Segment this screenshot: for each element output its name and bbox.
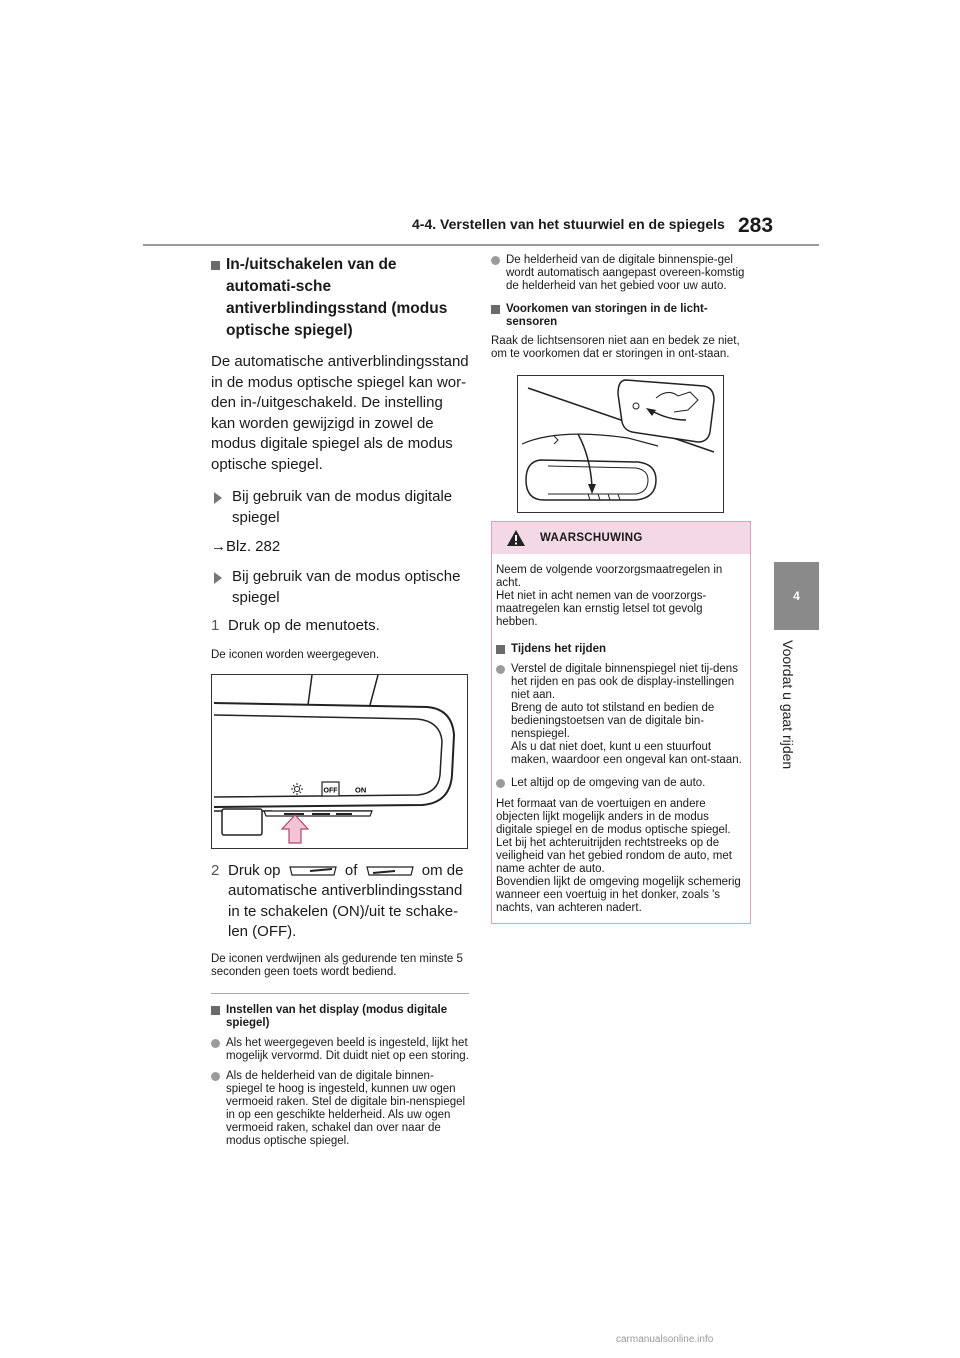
right-column	[491, 254, 753, 924]
list-item-text: Als het weergegeven beeld is ingesteld, lijkt het mogelijk vervormd. Dit duidt niet op een storing.	[226, 1036, 469, 1062]
page-reference: →Blz. 282	[211, 538, 281, 555]
triangle-bullet-icon	[214, 492, 222, 504]
step-1	[211, 616, 469, 637]
pink-arrow-icon	[282, 815, 308, 843]
warning-list-item	[496, 777, 744, 790]
step-2-text-a: Druk op	[228, 861, 281, 879]
step-number: 2	[211, 861, 220, 879]
left-button-icon	[288, 865, 338, 877]
section-heading	[211, 254, 469, 342]
sensor-heading	[491, 303, 753, 329]
list-item-text: De helderheid van de digitale binnenspie-gel wordt automatisch aangepast overeen-komstig de helderheid van het gebied voor uw auto.	[506, 254, 745, 292]
step-number: 1	[211, 617, 220, 634]
on-label: ON	[355, 785, 367, 794]
intro-paragraph: De automatische antiverblindingsstand in de modus optische spiegel kan wor-den in-/uitgeschakeld. De instelling kan worden gewijzigd in zowel de modus digitale spiegel als de modus optische spiegel.	[211, 353, 469, 473]
warning-list-item-text: Verstel de digitale binnenspiegel niet tij-dens het rijden en pas ook de display-instellingen niet aan. Breng de auto tot stilstand en bedien de bedieningstoetsen van de digitale bin-nenspiegel. Als u dat niet doet, kunt u een stuurfout maken, waardoor een ongeval kan ont-staan.	[511, 663, 742, 766]
sun-icon	[291, 783, 303, 795]
step-2	[211, 861, 469, 943]
mode-optical-item	[211, 567, 469, 608]
list-item	[211, 1070, 469, 1148]
step-2-note: De iconen verdwijnen als gedurende ten minste 5 seconden geen toets wordt bediend.	[211, 952, 463, 978]
list-item	[211, 1037, 469, 1063]
page-number: 283	[738, 214, 774, 237]
mode-digital-text: Bij gebruik van de modus digitale spiegel	[232, 488, 453, 526]
circle-bullet-icon	[211, 1039, 220, 1048]
warning-subheading	[496, 643, 744, 656]
square-bullet-icon	[211, 1006, 220, 1015]
list-item	[491, 254, 753, 293]
mirror-illustration	[212, 675, 467, 848]
step-note: De iconen worden weergegeven.	[211, 648, 380, 661]
sensor-paragraph: Raak de lichtsensoren niet aan en bedek ze niet, om te voorkomen dat er storingen in ont-staan.	[491, 335, 740, 360]
sensor-heading-text: Voorkomen van storingen in de licht-sensoren	[506, 303, 708, 328]
list-item-text: Als de helderheid van de digitale binnen-spiegel te hoog is ingesteld, kunnen uw ogen vermoeid raken. Stel de digitale bin-nenspiegel in op een geschikte helderheid. Als uw ogen vermoeid raken, schakel dan over naar de modus optische spiegel.	[226, 1069, 466, 1147]
sub-heading-text: Instellen van het display (modus digitale spiegel)	[226, 1003, 448, 1029]
warning-header	[492, 522, 750, 554]
circle-bullet-icon	[496, 665, 505, 674]
triangle-bullet-icon	[214, 572, 222, 584]
right-button-icon	[365, 865, 415, 877]
step-2-text	[228, 861, 469, 943]
square-bullet-icon	[211, 261, 220, 270]
sub-heading	[211, 1004, 469, 1030]
section-heading-text: In-/uitschakelen van de automati-sche antiverblindingsstand (modus optische spiegel)	[226, 256, 448, 339]
step-text: Druk op de menutoets.	[228, 617, 380, 634]
mirror-buttons-figure	[211, 674, 468, 849]
step-2-text-c: om de automatische antiverblindingsstand in te schakelen (ON)/uit te schake-len (OFF).	[228, 861, 464, 940]
header-divider	[143, 244, 819, 246]
square-bullet-icon	[491, 305, 500, 314]
chapter-tab: 4	[774, 562, 819, 630]
warning-intro: Neem de volgende voorzorgsmaatregelen in acht. Het niet in acht nemen van de voorzorgs-maatregelen kan ernstig letsel tot gevolg hebben.	[496, 564, 723, 628]
circle-bullet-icon	[211, 1072, 220, 1081]
footer-watermark: carmanualsonline.info	[616, 1334, 714, 1345]
warning-body	[492, 554, 750, 923]
chapter-label	[780, 640, 810, 770]
left-column	[211, 254, 469, 1148]
chapter-label-text: Voordat u gaat rijden	[780, 640, 796, 770]
circle-bullet-icon	[491, 256, 500, 265]
section-divider	[211, 993, 469, 994]
mode-digital-item	[211, 487, 469, 528]
section-title: 4-4. Verstellen van het stuurwiel en de spiegels	[412, 216, 725, 232]
sensor-illustration	[518, 376, 723, 512]
warning-box	[491, 521, 751, 924]
off-label: OFF	[323, 787, 338, 794]
warning-subheading-text: Tijdens het rijden	[511, 643, 606, 655]
circle-bullet-icon	[496, 779, 505, 788]
warning-list-item	[496, 663, 744, 767]
warning-triangle-icon	[506, 529, 526, 547]
light-sensor-figure	[517, 375, 724, 513]
warning-title: WAARSCHUWING	[540, 532, 643, 544]
step-2-text-b: of	[344, 861, 358, 879]
warning-paragraph: Het formaat van de voertuigen en andere objecten lijkt mogelijk anders in de modus digitale spiegel en de modus optische spiegel. Let bij het achteruitrijden rechtstreeks op de veiligheid van het gebied rondom de auto, met name achter de auto. Bovendien lijkt de omgeving mogelijk schemerig wanneer een voertuig in het donker, zoals 's nachts, van achteren nadert.	[496, 798, 741, 914]
warning-list-item-text: Let altijd op de omgeving van de auto.	[511, 777, 706, 789]
square-bullet-icon	[496, 645, 505, 654]
mode-optical-text: Bij gebruik van de modus optische spiegel	[232, 568, 461, 606]
